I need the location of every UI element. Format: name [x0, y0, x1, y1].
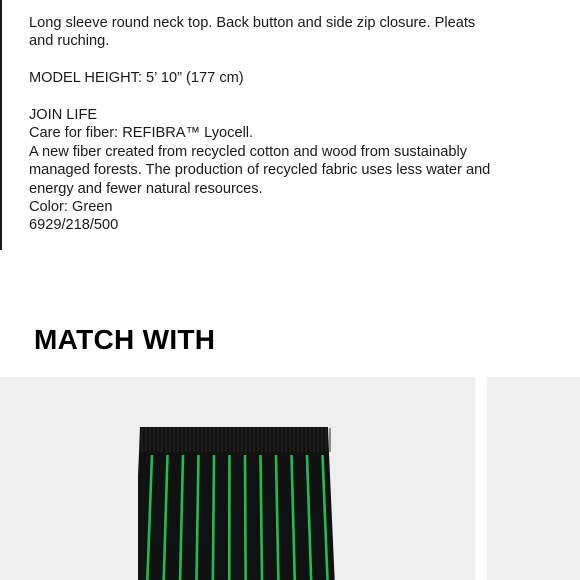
care-info: Care for fiber: REFIBRA™ Lyocell. — [29, 125, 254, 142]
join-life-label: JOIN LIFE — [29, 107, 98, 123]
description-line-2: and ruching. — [29, 33, 110, 50]
color-info: Color: Green — [29, 199, 113, 216]
left-divider — [0, 0, 2, 250]
fiber-line-1: A new fiber created from recycled cotton and wood from sustainably — [29, 143, 468, 160]
match-with-heading: MATCH WITH — [34, 324, 216, 355]
fiber-line-3: energy and fewer natural resources. — [29, 180, 263, 197]
reference-number: 6929/218/500 — [29, 217, 119, 234]
match-product-card-next[interactable] — [487, 377, 580, 580]
striped-skirt-image — [138, 427, 338, 580]
product-description — [29, 14, 559, 235]
description-line-1: Long sleeve round neck top. Back button and side zip closure. Pleats — [29, 15, 476, 31]
match-product-card[interactable] — [0, 377, 475, 580]
model-height: MODEL HEIGHT: 5’ 10” (177 cm) — [29, 70, 244, 87]
skirt-stripe — [261, 455, 263, 580]
fiber-line-2: managed forests. The production of recycled fabric uses less water and — [29, 162, 491, 179]
skirt-stripe — [213, 455, 214, 580]
skirt-stripe — [245, 455, 246, 580]
